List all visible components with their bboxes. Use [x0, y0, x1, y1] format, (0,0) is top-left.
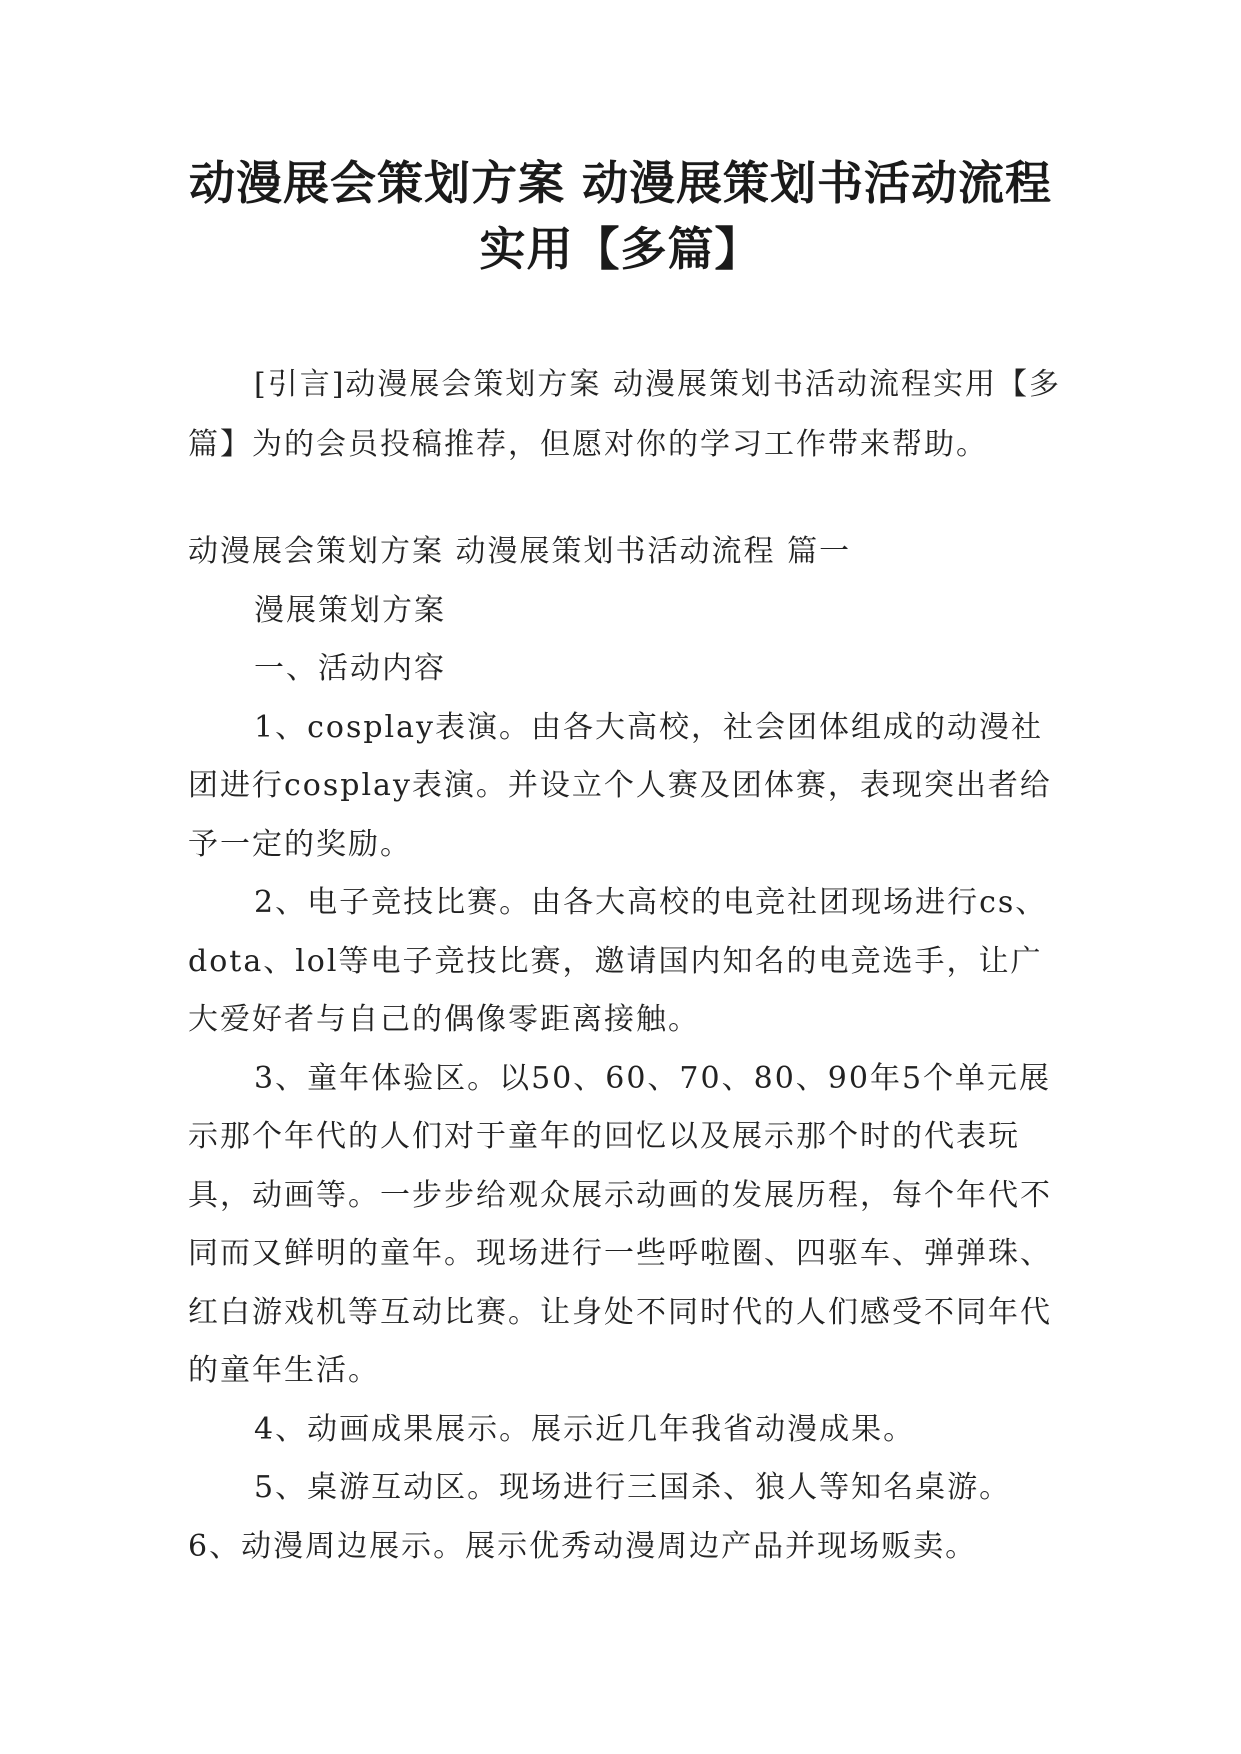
title-line-1: 动漫展会策划方案 动漫展策划书活动流程 [188, 156, 1052, 210]
list-item: 2、电子竞技比赛。由各大高校的电竞社团现场进行cs、dota、lol等电子竞技比赛，邀请国内知名的电竞选手，让广大爱好者与自己的偶像零距离接触。 [188, 885, 1048, 1037]
list-item: 1、cosplay表演。由各大高校，社会团体组成的动漫社团进行cosplay表演。并设立个人赛及团体赛，表现突出者给予一定的奖励。 [188, 709, 1052, 862]
title-line-2: 实用【多篇】 [479, 222, 762, 276]
section-heading: 动漫展会策划方案 动漫展策划书活动流程 篇一 [188, 534, 852, 569]
intro-paragraph: [引言]动漫展会策划方案 动漫展策划书活动流程实用【多篇】为的会员投稿推荐，但愿对你的学习工作带来帮助。 [188, 367, 1061, 462]
list-item: 5、桌游互动区。现场进行三国杀、狼人等知名桌游。 [254, 1470, 1012, 1505]
list-item: 6、动漫周边展示。展示优秀动漫周边产品并现场贩卖。 [188, 1528, 978, 1564]
sub-heading: 漫展策划方案 [254, 592, 446, 628]
document-body [188, 523, 1068, 1576]
part-heading: 一、活动内容 [254, 651, 446, 686]
list-item: 3、童年体验区。以50、60、70、80、90年5个单元展示那个年代的人们对于童年的回忆以及展示那个时的代表玩具，动画等。一步步给观众展示动画的发展历程，每个年代不同而又鲜明的童年。现场进行一些呼啦圈、四驱车、弹弹珠、红白游戏机等互动比赛。让身处不同时代的人们感受不同年代的童年生活。 [188, 1060, 1052, 1388]
list-item: 4、动画成果展示。展示近几年我省动漫成果。 [254, 1411, 916, 1447]
document-title [150, 150, 1091, 282]
